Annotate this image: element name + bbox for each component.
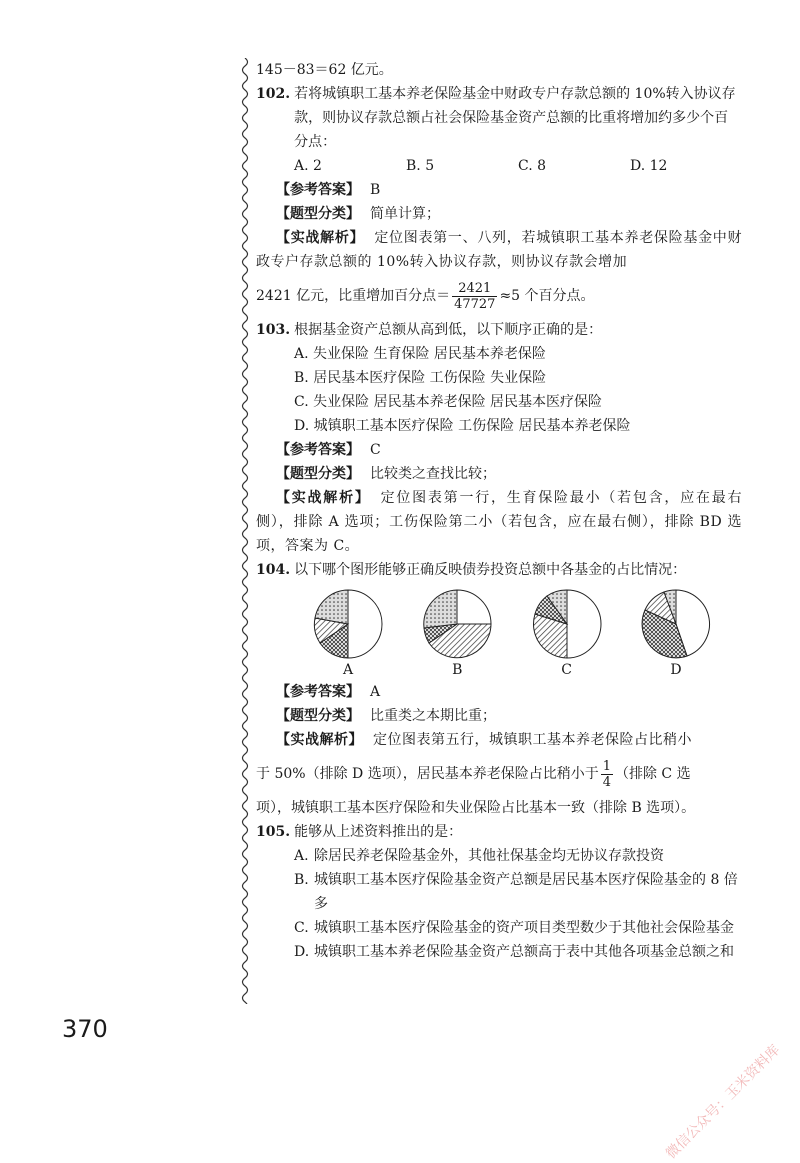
formula-pre: 2421 亿元，比重增加百分点＝ — [256, 288, 451, 304]
q102-analysis-formula — [256, 274, 742, 318]
pie-slice — [315, 590, 348, 624]
type-value: 比较类之查找比较； — [370, 466, 496, 482]
option-a — [256, 844, 742, 868]
q104-analysis-formula — [256, 752, 742, 796]
q102-analysis — [256, 226, 742, 274]
watermark: 微信公众号：玉米资料库 — [663, 1041, 784, 1163]
q103-type — [256, 462, 742, 486]
question-103 — [256, 318, 742, 342]
type-value: 简单计算； — [370, 206, 440, 222]
type-tag: 【题型分类】 — [276, 466, 360, 482]
question-number: 102. — [256, 86, 291, 102]
answer-tag: 【参考答案】 — [276, 684, 360, 700]
option-a: A. 2 — [294, 158, 322, 174]
option-c: C. 失业保险 居民基本养老保险 居民基本医疗保险 — [294, 394, 603, 410]
pie-chart-d — [640, 588, 712, 660]
fraction-numerator: 1 — [602, 758, 611, 774]
question-104 — [256, 558, 742, 582]
option-b — [256, 868, 742, 916]
option-d: D. 12 — [630, 158, 668, 174]
question-number: 104. — [256, 562, 291, 578]
option-label: C. — [294, 920, 309, 936]
option-label: B. — [294, 872, 309, 888]
fraction-numerator: 2421 — [452, 281, 497, 297]
formula-post: ≈5 个百分点。 — [499, 288, 595, 304]
question-stem: 以下哪个图形能够正确反映债券投资总额中各基金的占比情况： — [294, 562, 687, 578]
type-value: 比重类之本期比重； — [370, 708, 496, 724]
question-number: 103. — [256, 322, 291, 338]
option-label: D. — [294, 944, 310, 960]
question-stem: 根据基金资产总额从高到低，以下顺序正确的是： — [294, 322, 603, 338]
option-label: A. — [294, 848, 309, 864]
pie-label-b: B — [452, 662, 463, 678]
pie-label-d: D — [670, 662, 682, 678]
fraction-denominator: 4 — [602, 774, 611, 790]
pie-slice — [567, 590, 601, 658]
option-text: 除居民养老保险基金外，其他社保基金均无协议存款投资 — [314, 848, 664, 864]
answer-value: C — [370, 442, 381, 458]
option-c: C. 8 — [518, 158, 547, 174]
answer-value: B — [370, 182, 381, 198]
q103-answer — [256, 438, 742, 462]
pie-chart-a — [312, 588, 384, 660]
analysis-text: 定位图表第一行，生育保险最小（若包含，应在最右侧），排除 A 选项；工伤保险第二小（若包含，应在最右侧），排除 BD 选项，答案为 C。 — [256, 490, 743, 554]
q102-options — [256, 154, 742, 178]
page-number: 370 — [62, 1015, 108, 1043]
pie-chart-c — [531, 588, 603, 660]
option-d: D. 城镇职工基本医疗保险 工伤保险 居民基本养老保险 — [294, 418, 631, 434]
option-c — [256, 916, 742, 940]
question-102 — [256, 82, 742, 154]
option-a: A. 失业保险 生育保险 居民基本养老保险 — [294, 346, 546, 362]
option-d — [256, 940, 742, 964]
question-number: 105. — [256, 824, 291, 840]
analysis-tag: 【实战解析】 — [276, 230, 365, 246]
fraction — [601, 759, 613, 790]
pie-slice — [457, 590, 491, 624]
pie-chart-b — [421, 588, 493, 660]
pie-slice — [348, 590, 382, 658]
pie-option-c — [531, 588, 603, 680]
pie-slice — [424, 590, 457, 628]
fraction-denominator: 47727 — [454, 296, 496, 312]
q104-analysis-end: 项），城镇职工基本医疗保险和失业保险占比基本一致（排除 B 选项）。 — [256, 800, 696, 816]
option-text: 城镇职工基本医疗保险基金的资产项目类型数少于其他社会保险基金 — [314, 920, 734, 936]
question-105 — [256, 820, 742, 844]
margin-wavy-line — [238, 58, 252, 1004]
page-content — [256, 58, 742, 964]
analysis-text: 定位图表第一、八列，若城镇职工基本养老保险基金中财政专户存款总额的 10%转入协议存款，则协议存款会增加 — [256, 230, 743, 270]
intro-line: 145－83＝62 亿元。 — [256, 62, 393, 78]
pie-label-a: A — [342, 662, 354, 678]
analysis-tag: 【实战解析】 — [276, 490, 371, 506]
q102-answer — [256, 178, 742, 202]
answer-value: A — [370, 684, 381, 700]
q103-analysis — [256, 486, 742, 558]
option-text: 城镇职工基本养老保险基金资产总额高于表中其他各项基金总额之和 — [314, 944, 734, 960]
pie-chart-options — [312, 588, 712, 680]
q102-type — [256, 202, 742, 226]
pie-option-d — [640, 588, 712, 680]
q104-analysis — [256, 728, 742, 752]
option-b: B. 5 — [406, 158, 435, 174]
type-tag: 【题型分类】 — [276, 708, 360, 724]
type-tag: 【题型分类】 — [276, 206, 360, 222]
formula-post: （排除 C 选 — [614, 766, 691, 782]
q104-type — [256, 704, 742, 728]
pie-option-a — [312, 588, 384, 680]
analysis-tag: 【实战解析】 — [276, 732, 363, 748]
question-stem: 若将城镇职工基本养老保险基金中财政专户存款总额的 10%转入协议存款，则协议存款总额占社会保险基金资产总额的比重将增加约多少个百分点： — [294, 86, 736, 150]
formula-pre: 于 50%（排除 D 选项），居民基本养老保险占比稍小于 — [256, 766, 599, 782]
answer-tag: 【参考答案】 — [276, 442, 360, 458]
fraction — [452, 281, 497, 312]
pie-option-b — [421, 588, 493, 680]
answer-tag: 【参考答案】 — [276, 182, 360, 198]
pie-label-c: C — [561, 662, 573, 678]
q104-answer — [256, 680, 742, 704]
option-b: B. 居民基本医疗保险 工伤保险 失业保险 — [294, 370, 547, 386]
option-text: 城镇职工基本医疗保险基金资产总额是居民基本医疗保险基金的 8 倍多 — [314, 872, 738, 912]
analysis-text: 定位图表第五行，城镇职工基本养老保险占比稍小 — [373, 732, 692, 748]
question-stem: 能够从上述资料推出的是： — [294, 824, 463, 840]
